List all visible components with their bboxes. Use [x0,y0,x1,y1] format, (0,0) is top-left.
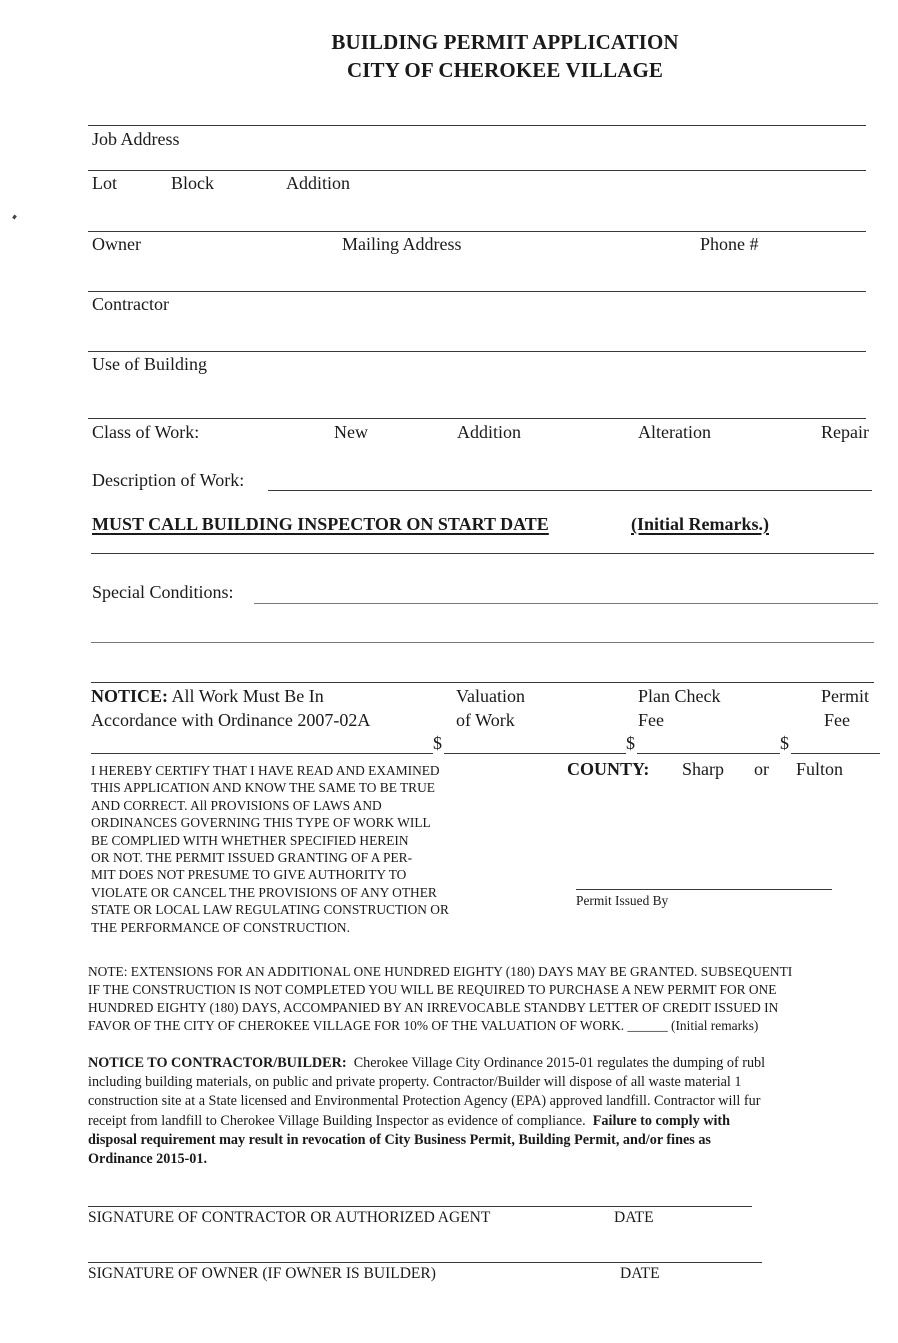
certification-line: MIT DOES NOT PRESUME TO GIVE AUTHORITY TO [91,867,407,883]
certification-line: I HEREBY CERTIFY THAT I HAVE READ AND EXAMINED [91,763,440,778]
description-of-work-field[interactable] [268,490,872,491]
form-subtitle: CITY OF CHEROKEE VILLAGE [346,58,664,82]
contractor-notice-label: NOTICE TO CONTRACTOR/BUILDER: [88,1055,347,1071]
permit-fee-dollar-sign: $ [780,733,789,753]
permit-issued-by-label: Permit Issued By [576,893,669,908]
contractor-signature-label: SIGNATURE OF CONTRACTOR OR AUTHORIZED AGENT [88,1209,491,1226]
rule-job-address [88,125,866,126]
special-conditions-label: Special Conditions: [92,582,234,602]
valuation-label-1: Valuation [456,686,525,706]
valuation-field[interactable] [444,753,626,754]
class-option-alteration[interactable]: Alteration [638,422,711,442]
owner-label: Owner [92,234,141,254]
county-or: or [754,759,769,779]
extension-note-line: IF THE CONSTRUCTION IS NOT COMPLETED YOU WILL BE REQUIRED TO PURCHASE A NEW PERMIT FOR ONE [88,982,777,997]
certification-line: VIOLATE OR CANCEL THE PROVISIONS OF ANY OTHER [91,884,437,900]
extension-note-line: NOTE: EXTENSIONS FOR AN ADDITIONAL ONE HUNDRED EIGHTY (180) DAYS MAY BE GRANTED. SUBSEQUENTI [88,964,793,979]
notice-label: NOTICE: [91,686,169,706]
job-address-field[interactable] [88,170,866,171]
use-of-building-label: Use of Building [92,354,207,374]
description-of-work-label: Description of Work: [92,470,245,490]
plan-check-dollar-sign: $ [626,733,635,753]
permit-issued-by-field[interactable] [576,889,832,890]
rule-fees-top [91,682,874,683]
contractor-notice-line [88,1054,898,1073]
county-label: COUNTY: [567,759,650,779]
owner-field[interactable] [88,291,866,292]
certification-line: THIS APPLICATION AND KNOW THE SAME TO BE TRUE [91,780,435,796]
contractor-notice-warning: Failure to comply with [592,1112,731,1129]
contractor-notice-line: construction site at a State licensed and Environmental Protection Agency (EPA) approved landfill. Contractor will fur [88,1093,761,1110]
contractor-notice [88,1054,898,1169]
start-date-notice: MUST CALL BUILDING INSPECTOR ON START DATE [92,514,549,534]
notice-text: All Work Must Be In [171,686,324,706]
contractor-date-label: DATE [614,1209,654,1226]
class-option-addition[interactable]: Addition [457,422,522,442]
lot-block-field[interactable] [88,231,866,232]
ordinance-notice-line1 [91,686,324,707]
extension-note-line: FAVOR OF THE CITY OF CHEROKEE VILLAGE FOR 10% OF THE VALUATION OF WORK. ______ (Initial remarks) [88,1018,759,1033]
certification-line: THE PERFORMANCE OF CONSTRUCTION. [91,919,350,935]
block-label: Block [171,173,214,193]
class-option-repair[interactable]: Repair [821,422,869,442]
class-option-new[interactable]: New [334,422,368,442]
contractor-field[interactable] [88,351,866,352]
plan-check-fee-field[interactable] [637,753,780,754]
county-option-fulton[interactable]: Fulton [796,759,844,779]
plan-check-label-2: Fee [638,710,664,730]
contractor-label: Contractor [92,294,169,314]
contractor-notice-warning: Ordinance 2015-01. [88,1151,208,1168]
job-address-label: Job Address [92,129,180,149]
permit-fee-label-1: Permit [821,686,869,706]
valuation-dollar-sign: $ [433,733,442,753]
rule-notice-bottom [91,753,433,754]
certification-line: STATE OR LOCAL LAW REGULATING CONSTRUCTION OR [91,902,449,918]
special-conditions-line-2[interactable] [91,642,874,643]
plan-check-label-1: Plan Check [638,686,721,706]
addition-label: Addition [286,173,351,193]
contractor-notice-line: including building materials, on public and private property. Contractor/Builder will dispose of all waste material 1 [88,1074,742,1091]
owner-signature-label: SIGNATURE OF OWNER (IF OWNER IS BUILDER) [88,1265,436,1282]
contractor-notice-warning: disposal requirement may result in revocation of City Business Permit, Building Permit, and/or fines as [88,1131,711,1148]
ordinance-notice-line2: Accordance with Ordinance 2007-02A [91,710,371,730]
contractor-notice-text: receipt from landfill to Cherokee Village Building Inspector as evidence of compliance. [88,1112,586,1129]
certification-line: BE COMPLIED WITH WHETHER SPECIFIED HEREIN [91,832,409,848]
extension-note-line: HUNDRED EIGHTY (180) DAYS, ACCOMPANIED BY AN IRREVOCABLE STANDBY LETTER OF CREDIT ISSUED IN [88,1000,779,1015]
owner-signature-field[interactable] [88,1262,762,1263]
class-of-work-label: Class of Work: [92,422,200,442]
contractor-signature-field[interactable] [88,1206,752,1207]
certification-line: ORDINANCES GOVERNING THIS TYPE OF WORK WILL [91,815,431,831]
initial-remarks-field[interactable] [91,553,874,554]
use-of-building-field[interactable] [88,418,866,419]
permit-fee-field[interactable] [791,753,880,754]
initial-remarks-label: (Initial Remarks.) [631,514,769,534]
extension-note [88,963,898,1035]
county-option-sharp[interactable]: Sharp [682,759,724,779]
valuation-label-2: of Work [456,710,515,730]
certification-line: OR NOT. THE PERMIT ISSUED GRANTING OF A PER- [91,850,413,866]
contractor-notice-line [88,1112,898,1131]
certification-line: AND CORRECT. All PROVISIONS OF LAWS AND [91,797,382,813]
special-conditions-field[interactable] [254,603,878,604]
contractor-notice-text: Cherokee Village City Ordinance 2015-01 regulates the dumping of rubl [353,1055,766,1071]
lot-label: Lot [92,173,117,193]
scan-speck [12,215,17,220]
mailing-address-label: Mailing Address [342,234,462,254]
permit-fee-label-2: Fee [824,710,850,730]
form-title: BUILDING PERMIT APPLICATION [331,30,679,54]
phone-label: Phone # [700,234,759,254]
certification-text [91,762,521,936]
owner-date-label: DATE [620,1265,660,1282]
